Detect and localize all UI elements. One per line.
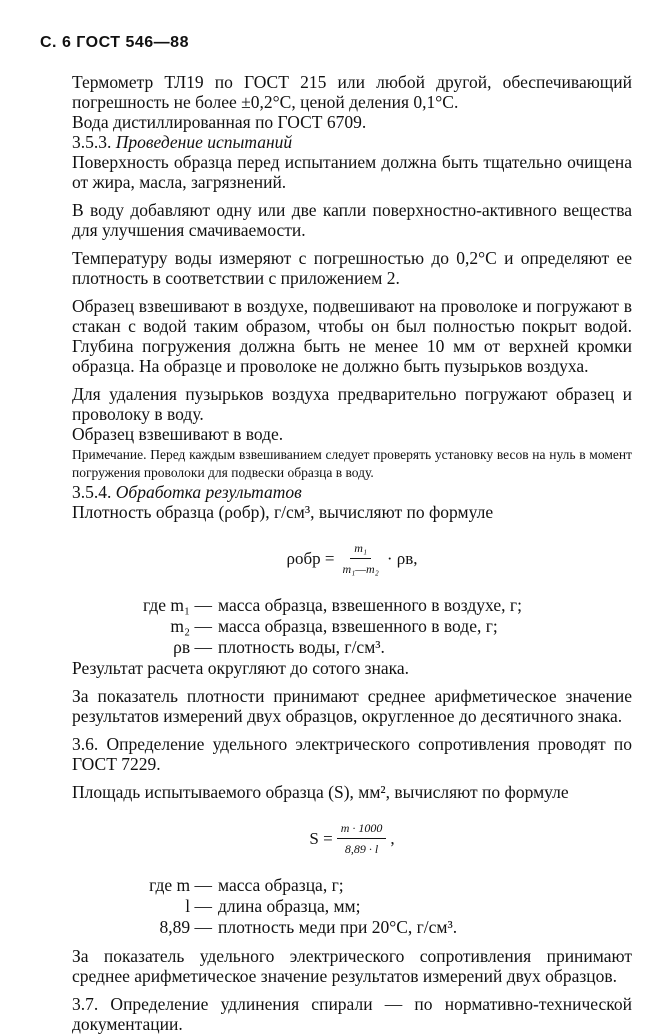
- definition-row: 8,89 — плотность меди при 20°С, г/см³.: [159, 917, 458, 937]
- paragraph-surface: Поверхность образца перед испытанием должна быть тщательно очищена от жира, масла, загрязнений.: [72, 152, 632, 192]
- definition-row: где m — масса образца, г;: [149, 875, 344, 895]
- formula-density: [72, 538, 632, 579]
- section-number: 3.5.3.: [72, 132, 112, 152]
- paragraph-area: Площадь испытываемого образца (S), мм², вычисляют по формуле: [72, 782, 569, 802]
- paragraph-surfactant: В воду добавляют одну или две капли поверхностно-активного вещества для улучшения смачиваемости.: [72, 200, 632, 240]
- formula-numerator: m · 1000: [337, 818, 387, 839]
- formula-lhs: S =: [309, 828, 333, 848]
- definitions-area: [72, 875, 632, 938]
- paragraph-water: Вода дистиллированная по ГОСТ 6709.: [72, 112, 367, 132]
- definition-row: m₂ — масса образца, взвешенного в воде, г;: [170, 616, 498, 636]
- paragraph-3-7: 3.7. Определение удлинения спирали — по нормативно-технической документации.: [72, 994, 632, 1034]
- definition-row: где m₁ — масса образца, взвешенного в воздухе, г;: [143, 595, 522, 615]
- section-title: Обработка результатов: [115, 482, 302, 502]
- formula-rhs: · ρв,: [386, 548, 418, 568]
- formula-denominator: 8,89 · l: [344, 842, 379, 856]
- section-title: Проведение испытаний: [115, 132, 293, 152]
- paragraph-temperature: Температуру воды измеряют с погрешностью до 0,2°С и определяют ее плотность в соответствии с приложением 2.: [72, 248, 632, 288]
- section-number: 3.5.4.: [72, 482, 112, 502]
- paragraph-mean-density: За показатель плотности принимают среднее арифметическое значение результатов измерений двух образцов, округленное до десятичного знака.: [72, 686, 632, 726]
- document-body: [72, 72, 632, 1034]
- paragraph-bubbles: Для удаления пузырьков воздуха предварительно погружают образец и проволоку в воду.: [72, 384, 632, 424]
- paragraph-density: Плотность образца (ρобр), г/см³, вычисляют по формуле: [72, 502, 494, 522]
- definition-row: ρв — плотность воды, г/см³.: [173, 637, 385, 657]
- formula-fraction: [337, 818, 387, 859]
- page-header: С. 6 ГОСТ 546—88: [40, 34, 189, 51]
- definitions-density: [72, 595, 632, 658]
- paragraph-rounding: Результат расчета округляют до сотого знака.: [72, 658, 409, 678]
- paragraph-resistance-mean: За показатель удельного электрического сопротивления принимают среднее арифметическое значение результатов измерений двух образцов.: [72, 946, 632, 986]
- paragraph-weigh-water: Образец взвешивают в воде.: [72, 424, 284, 444]
- formula-lhs: ρобр =: [286, 548, 335, 568]
- formula-fraction: [338, 538, 382, 579]
- note: Примечание. Перед каждым взвешиванием следует проверять установку весов на нуль в момент погружения проволоки для подвески образца в воду.: [72, 447, 632, 480]
- formula-numerator: m₁: [350, 538, 371, 559]
- paragraph-3-6: 3.6. Определение удельного электрического сопротивления проводят по ГОСТ 7229.: [72, 734, 632, 774]
- definition-row: l — длина образца, мм;: [185, 896, 361, 916]
- formula-rhs: ,: [390, 828, 395, 848]
- formula-denominator: m₁—m₂: [342, 562, 379, 576]
- section-3-5-3-heading: [72, 132, 632, 152]
- section-3-5-4-heading: [72, 482, 632, 502]
- paragraph-thermometer: Термометр ТЛ19 по ГОСТ 215 или любой другой, обеспечивающий погрешность не более ±0,2°С, ценой деления 0,1°С.: [72, 72, 632, 112]
- formula-area: [72, 818, 632, 859]
- paragraph-weighing: Образец взвешивают в воздухе, подвешивают на проволоке и погружают в стакан с водой таким образом, чтобы он был полностью покрыт водой. Глубина погружения должна быть не менее 10 мм от верхней кромки образца. На образце и проволоке не должно быть пузырьков воздуха.: [72, 296, 632, 376]
